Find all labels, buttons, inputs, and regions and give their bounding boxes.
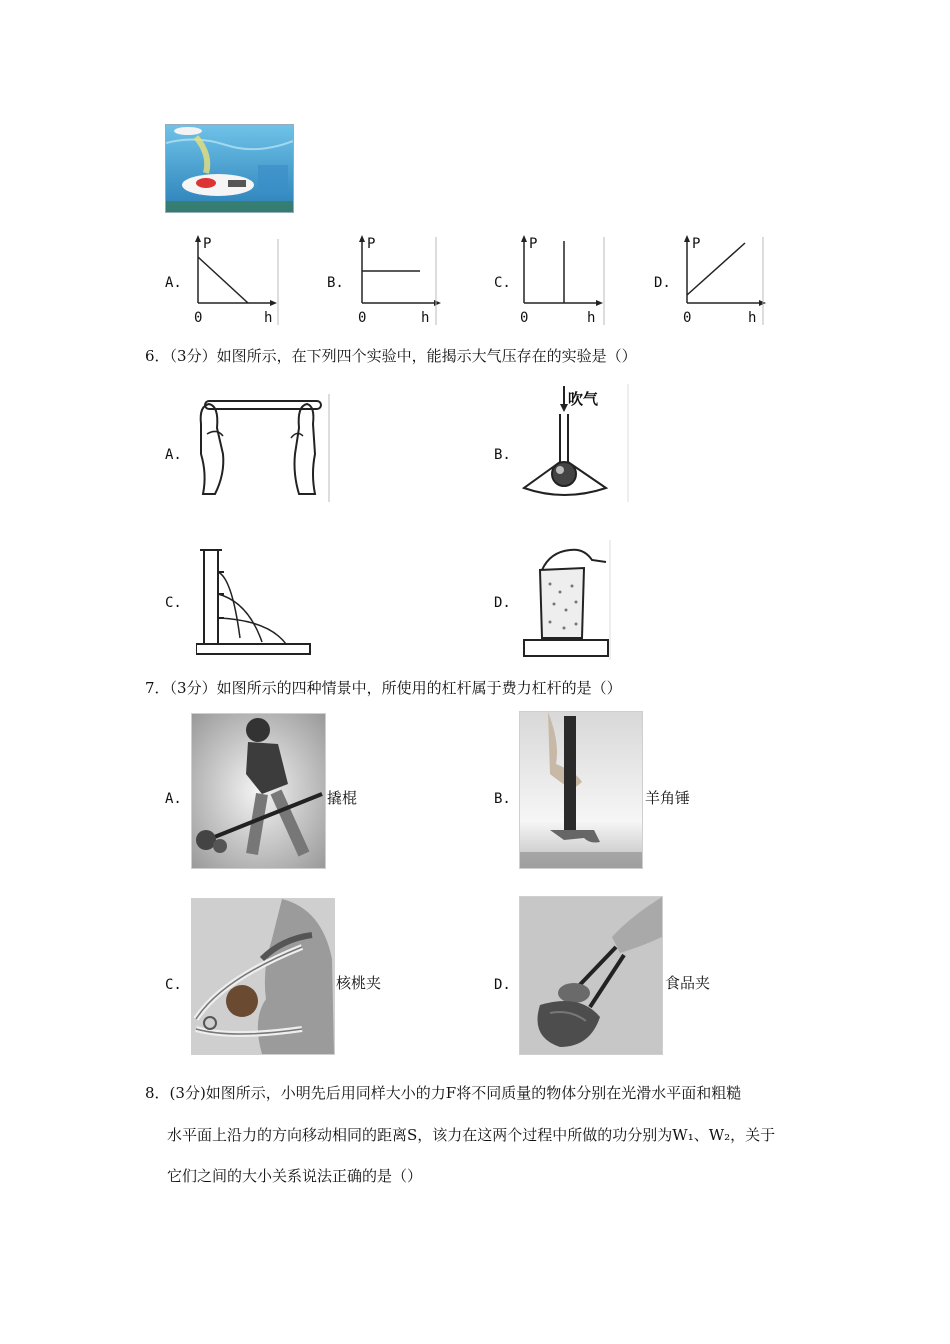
q5-c-origin: 0	[520, 310, 529, 326]
q6-figure-a-hands-straw	[193, 394, 331, 506]
q5-c-axis-p: P	[529, 236, 538, 252]
q5-b-axis-p: P	[367, 236, 376, 252]
q5-d-axis-p: P	[692, 236, 701, 252]
q5-option-b[interactable]: B.	[327, 275, 344, 291]
q5-a-origin: 0	[194, 310, 203, 326]
q6-option-d[interactable]: D.	[494, 595, 511, 611]
q5-c-axis-h: h	[587, 310, 596, 326]
q7-caption-b: 羊角锤	[645, 789, 691, 807]
q8-question-line3: 它们之间的大小关系说法正确的是（）	[167, 1167, 423, 1185]
q5-a-axis-p: P	[203, 236, 212, 252]
q5-d-origin: 0	[683, 310, 692, 326]
q6-b-blow-label: 吹气	[568, 390, 599, 408]
q7-photo-nutcracker	[191, 898, 335, 1055]
q7-caption-d: 食品夹	[665, 974, 711, 992]
q6-option-b[interactable]: B.	[494, 447, 511, 463]
q8-question-line2: 水平面上沿力的方向移动相同的距离S，该力在这两个过程中所做的功分别为W₁、W₂，关于	[167, 1126, 776, 1144]
q5-b-axis-h: h	[421, 310, 430, 326]
q6-option-c[interactable]: C.	[165, 595, 182, 611]
q5-d-axis-h: h	[748, 310, 757, 326]
q5-option-d[interactable]: D.	[654, 275, 671, 291]
q8-question-line1: 8．(3分)如图所示，小明先后用同样大小的力F将不同质量的物体分别在光滑水平面和粗糙	[145, 1084, 742, 1102]
q7-option-c[interactable]: C.	[165, 977, 182, 993]
q7-caption-c: 核桃夹	[336, 974, 382, 992]
q6-option-a[interactable]: A.	[165, 447, 182, 463]
q7-caption-a: 撬棍	[327, 789, 358, 807]
q7-option-d[interactable]: D.	[494, 977, 511, 993]
q5-option-c[interactable]: C.	[494, 275, 511, 291]
q7-photo-food-tongs	[519, 896, 663, 1055]
q7-photo-crowbar	[191, 713, 326, 869]
q5-b-origin: 0	[358, 310, 367, 326]
q5-option-a[interactable]: A.	[165, 275, 182, 291]
submarine-photo	[165, 124, 294, 213]
q5-a-axis-h: h	[264, 310, 273, 326]
q7-question: 7．（3分）如图所示的四种情景中，所使用的杠杆属于费力杠杆的是（）	[145, 679, 622, 697]
q6-question: 6．（3分）如图所示，在下列四个实验中，能揭示大气压存在的实验是（）	[145, 347, 637, 365]
q6-figure-c-water-column	[196, 548, 314, 664]
q7-photo-claw-hammer	[519, 711, 643, 869]
q7-option-b[interactable]: B.	[494, 791, 511, 807]
q7-option-a[interactable]: A.	[165, 791, 182, 807]
q6-figure-d-cup-card	[520, 540, 612, 664]
